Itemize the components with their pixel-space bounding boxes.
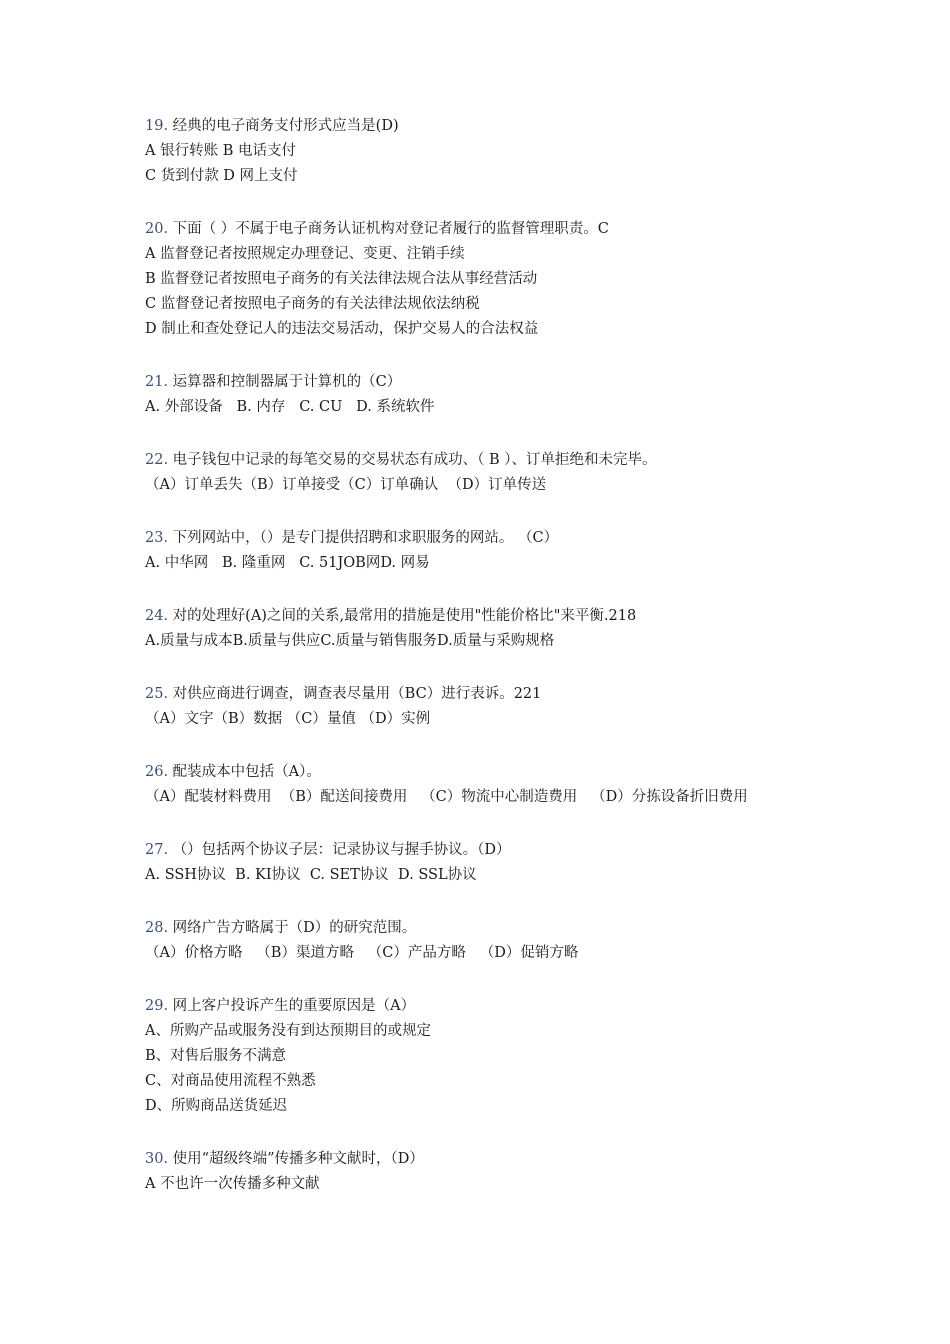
question-number: 27.	[145, 842, 169, 858]
question-number: 25.	[145, 686, 169, 702]
question-text: （）包括两个协议子层：记录协议与握手协议。（D）	[172, 842, 511, 858]
answer-option-line: A. 外部设备 B. 内存 C. CU D. 系统软件	[145, 399, 435, 415]
answer-option-line: A 不也许一次传播多种文献	[145, 1176, 320, 1192]
answer-option-line: A.质量与成本B.质量与供应C.质量与销售服务D.质量与采购规格	[145, 633, 555, 649]
question-text: 配装成本中包括（A）。	[172, 764, 321, 780]
question-block	[145, 114, 825, 189]
question-block	[145, 604, 825, 654]
question-block	[145, 526, 825, 576]
question-stem	[145, 114, 825, 139]
answer-option-line: C、对商品使用流程不熟悉	[145, 1073, 316, 1089]
question-block	[145, 370, 825, 420]
answer-option-line: （A）文字（B）数据 （C）量值 （D）实例	[145, 711, 431, 727]
question-stem	[145, 448, 825, 473]
question-text: 经典的电子商务支付形式应当是(D)	[172, 118, 399, 134]
question-number: 28.	[145, 920, 169, 936]
answer-option-line: A 银行转账 B 电话支付	[145, 143, 296, 159]
answer-option-line: B 监督登记者按照电子商务的有关法律法规合法从事经营活动	[145, 271, 538, 287]
question-text: 网上客户投诉产生的重要原因是（A）	[172, 998, 416, 1014]
question-stem	[145, 838, 825, 863]
answer-option-line: （A）订单丢失（B）订单接受（C）订单确认 （D）订单传送	[145, 477, 547, 493]
question-text: 对的处理好(A)之间的关系,最常用的措施是使用"性能价格比"来平衡.218	[172, 608, 637, 624]
question-stem	[145, 682, 825, 707]
answer-option-line: C 监督登记者按照电子商务的有关法律法规依法纳税	[145, 296, 480, 312]
question-block	[145, 448, 825, 498]
answer-option-line: C 货到付款 D 网上支付	[145, 168, 298, 184]
question-text: 运算器和控制器属于计算机的（C）	[172, 374, 402, 390]
question-block	[145, 217, 825, 342]
question-block	[145, 916, 825, 966]
question-text: 使用“超级终端”传播多种文献时，（D）	[172, 1151, 424, 1167]
question-block	[145, 994, 825, 1119]
answer-option-line: A 监督登记者按照规定办理登记、变更、注销手续	[145, 246, 465, 262]
question-text: 对供应商进行调查，调查表尽量用（BC）进行表诉。221	[172, 686, 542, 702]
question-stem	[145, 217, 825, 242]
question-text: 网络广告方略属于（D）的研究范围。	[172, 920, 417, 936]
answer-option-line: D 制止和查处登记人的违法交易活动，保护交易人的合法权益	[145, 321, 539, 337]
question-block	[145, 1147, 825, 1197]
question-stem	[145, 1147, 825, 1172]
answer-option-line: （A）价格方略 （B）渠道方略 （C）产品方略 （D）促销方略	[145, 945, 579, 961]
question-number: 19.	[145, 118, 169, 134]
question-block	[145, 760, 825, 810]
question-number: 23.	[145, 530, 169, 546]
question-number: 24.	[145, 608, 169, 624]
question-text: 下面（ ）不属于电子商务认证机构对登记者履行的监督管理职责。C	[172, 221, 609, 237]
question-stem	[145, 604, 825, 629]
answer-option-line: A、所购产品或服务没有到达预期目的或规定	[145, 1023, 431, 1039]
question-stem	[145, 526, 825, 551]
question-number: 21.	[145, 374, 169, 390]
question-number: 20.	[145, 221, 169, 237]
question-block	[145, 838, 825, 888]
answer-option-line: （A）配装材料费用 （B）配送间接费用 （C）物流中心制造费用 （D）分拣设备折旧费用	[145, 789, 748, 805]
question-stem	[145, 370, 825, 395]
question-text: 电子钱包中记录的每笔交易的交易状态有成功、（ B ）、订单拒绝和未完毕。	[172, 452, 657, 468]
question-stem	[145, 994, 825, 1019]
question-number: 30.	[145, 1151, 169, 1167]
answer-option-line: B、对售后服务不满意	[145, 1048, 287, 1064]
question-number: 26.	[145, 764, 169, 780]
answer-option-line: D、所购商品送货延迟	[145, 1098, 288, 1114]
answer-option-line: A. 中华网 B. 隆重网 C. 51JOB网D. 网易	[145, 555, 430, 571]
question-block	[145, 682, 825, 732]
question-number: 22.	[145, 452, 169, 468]
question-text: 下列网站中，（）是专门提供招聘和求职服务的网站。 （C）	[172, 530, 559, 546]
question-number: 29.	[145, 998, 169, 1014]
question-stem	[145, 760, 825, 785]
question-stem	[145, 916, 825, 941]
question-list	[145, 114, 825, 1225]
answer-option-line: A. SSH协议 B. KI协议 C. SET协议 D. SSL协议	[145, 867, 477, 883]
